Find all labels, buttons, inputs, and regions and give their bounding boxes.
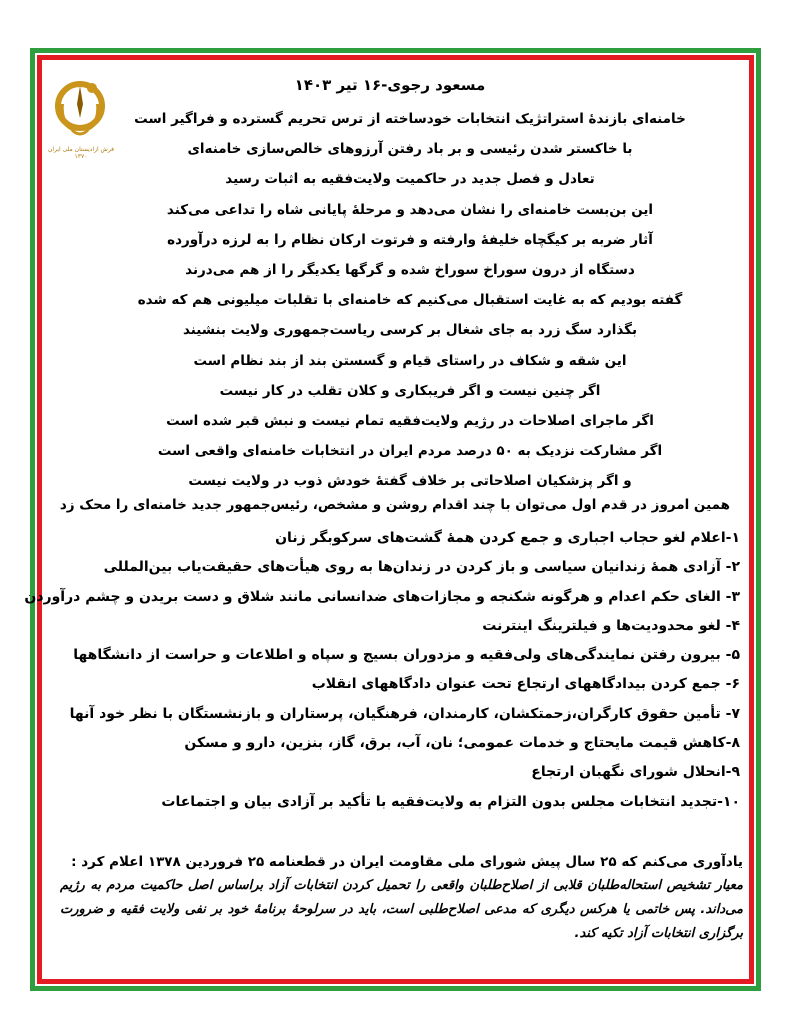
demand-item: ۱۰-تجدید انتخابات مجلس بدون التزام به ولایت‌فقیه با تأکید بر آزادی بیان و اجتماعات xyxy=(161,793,740,810)
headline: این شقه و شکاف در راستای قیام و گسستن بند از بند نظام است xyxy=(193,352,627,369)
demand-item: ۲- آزادی همهٔ زندانیان سیاسی و باز کردن در زندان‌ها به روی هیأت‌های حقیقت‌یاب بین‌المللی xyxy=(103,559,740,576)
headline: اگر چنین نیست و اگر فریبکاری و کلان تقلب در کار نیست xyxy=(219,382,601,399)
headline: خامنه‌ای بازندهٔ استراتژیک انتخابات خودساخته از ترس تحریم گسترده و فراگیر است xyxy=(134,111,686,127)
headline: تعادل و فصل جدید در حاکمیت ولایت‌فقیه به اثبات رسید xyxy=(225,171,595,188)
headline: اگر مشارکت نزدیک به ۵۰ درصد مردم ایران در انتخابات خامنه‌ای واقعی است xyxy=(157,443,663,460)
headline: دستگاه از درون سوراخ سوراخ شده و گرگها یکدیگر را از هم می‌درند xyxy=(185,261,635,278)
demand-item: ۸-کاهش قیمت مایحتاج و خدمات عمومی؛ نان، آب، برق، گاز، بنزین، دارو و مسکن xyxy=(184,735,740,752)
demand-item: ۳- الغای حکم اعدام و هرگونه شکنجه و مجازات‌های ضدانسانی مانند شلاق و دست بریدن و چشم درآوردن xyxy=(24,588,740,605)
demand-item: ۷- تأمین حقوق کارگران،زحمتکشان، کارمندان، فرهنگیان، پرستاران و بازنشستگان با نظر خود آنها xyxy=(69,705,740,722)
reminder-line: یادآوری می‌کنم که ۲۵ سال پیش شورای ملی مقاومت ایران در قطعنامه ۲۵ فروردین ۱۳۷۸ اعلام کرد : xyxy=(71,854,743,870)
logo-caption: فرش ازادیستان ملی ایران ۱۳۷۰ xyxy=(47,146,115,160)
author-date-line: مسعود رجوی-۱۶ تیر ۱۴۰۳ xyxy=(294,76,486,94)
demand-item: ۹-انحلال شورای نگهبان ارتجاع xyxy=(531,764,740,781)
demand-item: ۱-اعلام لغو حجاب اجباری و جمع کردن همهٔ گشت‌های سرکوبگر زنان xyxy=(275,530,740,546)
resolution-quote: معیار تشخیص استحاله‌طلبان قلابی از اصلاح‌طلبان واقعی را تحمیل کردن انتخابات آزاد براساس اصل حاکمیت مردم به رژیم می‌داند. پس خاتمی یا هرکس دیگری که مدعی اصلاح‌طلبی است، باید در سرلوحهٔ برنامهٔ خود بر نفی ولایت فقیه و ضرورت برگزاری انتخابات آزاد تکیه کند. xyxy=(60,878,743,941)
headline: این بن‌بست خامنه‌ای را نشان می‌دهد و مرحلهٔ پایانی شاه را تداعی می‌کند xyxy=(166,201,654,218)
headlines-block xyxy=(110,104,710,496)
demand-item: ۵- بیرون رفتن نمایندگی‌های ولی‌فقیه و مزدوران بسیج و سپاه و اطلاعات و حراست از دانشگاهها xyxy=(73,647,740,664)
intro-line: همین امروز در قدم اول می‌توان با چند اقدام روشن و مشخص، رئیس‌جمهور جدید خامنه‌ای را محک زد xyxy=(59,497,730,513)
headline: اگر ماجرای اصلاحات در رژیم ولایت‌فقیه تمام نیست و نبش قبر شده است xyxy=(166,412,654,429)
closing-section xyxy=(60,850,743,946)
headline: بگذارد سگ زرد به جای شغال بر کرسی ریاست‌جمهوری ولایت بنشیند xyxy=(182,322,638,339)
headline: و اگر پزشکیان اصلاحاتی بر خلاف گفتهٔ خودش ذوب در ولایت نیست xyxy=(188,473,632,490)
demands-list xyxy=(24,524,740,817)
headline: با خاکستر شدن رئیسی و بر باد رفتن آرزوهای خالص‌سازی خامنه‌ای xyxy=(187,141,633,158)
demand-item: ۶- جمع کردن بیدادگاههای ارتجاع تحت عنوان دادگاههای انقلاب xyxy=(311,676,740,693)
ncri-emblem-icon xyxy=(50,74,110,144)
headline: گفته بودیم که به غایت استقبال می‌کنیم که خامنه‌ای با تقلبات میلیونی هم که شده xyxy=(137,292,683,309)
headline: آثار ضربه بر کیگچاه خلیفهٔ وارفته و فرتوت ارکان نظام را به لرزه درآورده xyxy=(167,231,653,248)
demand-item: ۴- لغو محدودیت‌ها و فیلترینگ اینترنت xyxy=(482,617,740,634)
